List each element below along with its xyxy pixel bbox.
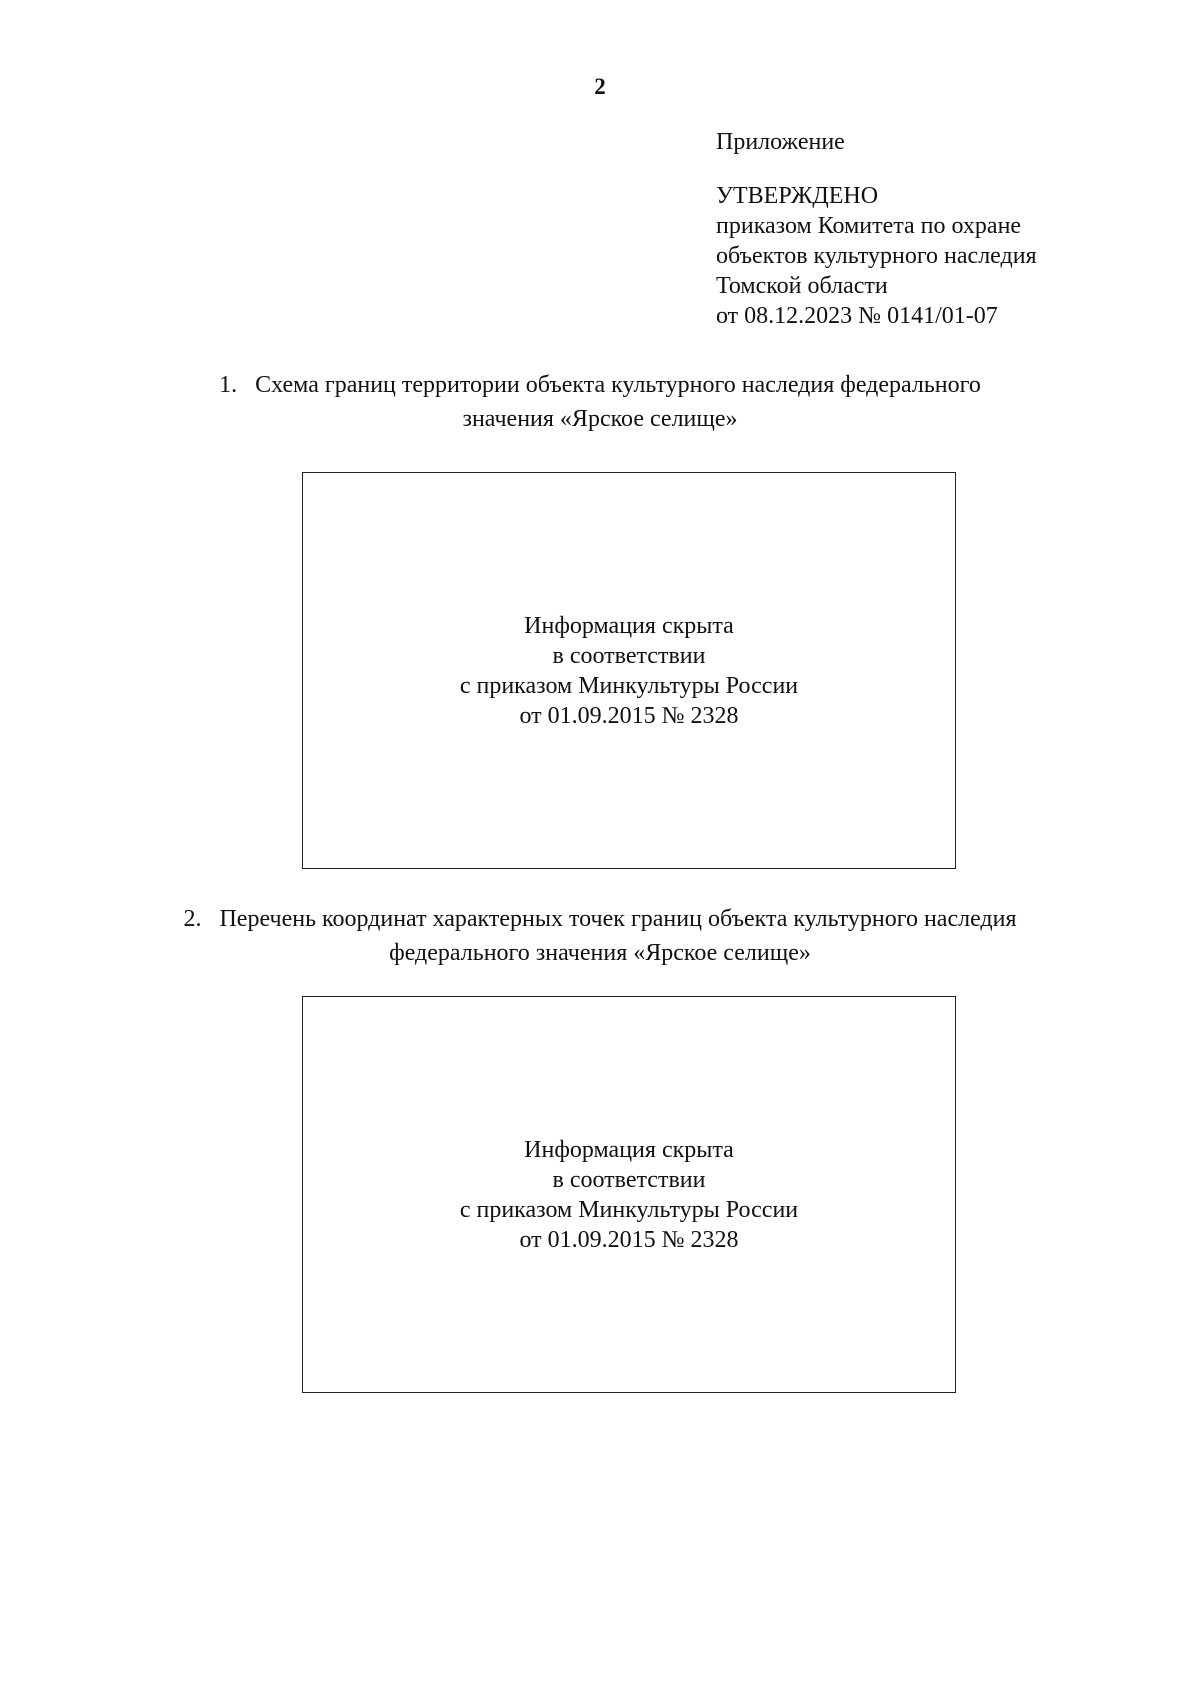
hidden-info-notice [460,611,798,731]
approval-line: объектов культурного наследия [716,243,1037,269]
section-1-title [0,368,1200,436]
notice-line: Информация скрыта [524,1136,734,1163]
notice-line: с приказом Минкультуры России [459,672,799,699]
approval-date-number: от 08.12.2023 № 0141/01-07 [716,303,998,329]
notice-line: с приказом Минкультуры России [459,1196,799,1223]
notice-line: от 01.09.2015 № 2328 [519,702,739,729]
approved-heading: УТВЕРЖДЕНО [716,183,879,209]
approval-line: приказом Комитета по охране [716,213,1022,239]
page-number: 2 [594,74,606,99]
notice-line: Информация скрыта [524,612,734,639]
section-1-title-line-2: значения «Ярское селище» [462,406,738,432]
approval-line: Томской области [716,273,888,299]
notice-line: от 01.09.2015 № 2328 [519,1226,739,1253]
section-2-title [0,902,1200,970]
appendix-label: Приложение [716,129,845,155]
section-2-title-line-1: 2. Перечень координат характерных точек границ объекта культурного наследия [183,906,1017,932]
hidden-info-box-1 [302,472,956,869]
section-2-title-line-2: федерального значения «Ярское селище» [389,940,811,966]
section-1-title-line-1: 1. Схема границ территории объекта культурного наследия федерального [219,372,981,398]
hidden-info-notice [460,1135,798,1255]
notice-line: в соответствии [552,1166,706,1193]
approval-block [716,127,1037,331]
hidden-info-box-2 [302,996,956,1393]
notice-line: в соответствии [552,642,706,669]
